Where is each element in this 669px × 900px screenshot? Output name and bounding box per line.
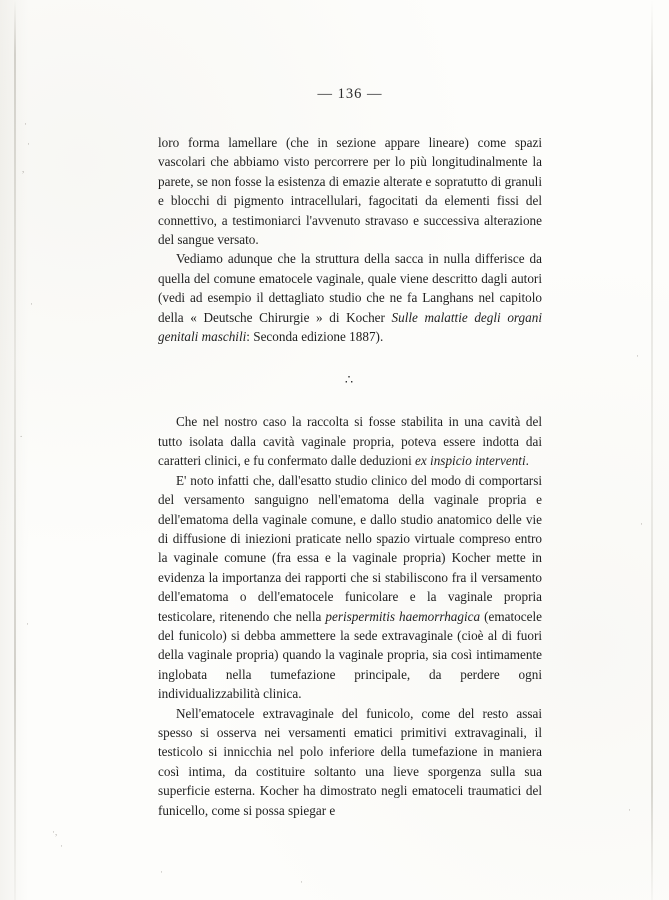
- paragraph-1: loro forma lamellare (che in sezione appare lineare) come spazi vascolari che abbiamo visto percorrere per lo più longitudinalmente la parete, se non fosse la esistenza di emazie alterate e sopratutto di granuli e blocchi di pigmento intracellulari, fagocitati da elementi fissi del connettivo, a testimoniarci l'avvenuto stravaso e successiva alterazione del sangue versato.: [158, 135, 542, 248]
- page-left-edge-mark: [14, 0, 16, 900]
- scan-speck: ·: [160, 867, 163, 877]
- paragraph-3-part-a: Che nel nostro caso la raccolta si fosse stabilita in una cavità del tutto isolata dalla cavità vaginale propria, poteva essere indotta dai caratteri clinici, e fu confermato dalle deduzioni: [158, 414, 542, 469]
- page-number: — 136 —: [317, 86, 383, 102]
- latin-phrase-italic: ex inspicio interventi: [415, 453, 526, 469]
- book-title-italic: Sulle malattie degli organi genitali maschili: [158, 309, 542, 345]
- scan-speck: ·: [24, 119, 27, 129]
- page-text-column: [158, 86, 542, 820]
- scan-speck: .: [20, 429, 23, 439]
- paragraph-3: [158, 412, 542, 470]
- paragraph-5: Nell'ematocele extravaginale del funicolo, come del resto assai spesso si osserva nei versamenti ematici primitivi extravaginali, il testicolo si innicchia nel polo inferiore della tumefazione in maniera così intima, da costituire soltanto una lieve sporgenza sulla sua superficie esterna. Kocher ha dimostrato negli ematoceli traumatici del funicello, come si possa spiegar e: [158, 705, 542, 818]
- scan-speck: ·: [26, 619, 29, 629]
- scan-speck: ·: [636, 351, 639, 361]
- scan-speck: ·: [300, 877, 303, 887]
- scan-speck: ,: [22, 164, 25, 174]
- page-right-edge-mark: [651, 0, 653, 900]
- paragraph-4: [158, 471, 542, 704]
- paragraph-4-part-b: (ematocele del funicolo) si debba ammettere la sede extravaginale (cioè al di fuori della vaginale propria) quando la vaginale propria, sia così intimamente inglobata nella tumefazione principale, da perdere ogni individualizzabilità clinica.: [158, 608, 543, 702]
- paragraph-3-part-b: .: [525, 453, 529, 469]
- section-ornament: ∴: [344, 372, 356, 388]
- scan-speck: ·: [60, 841, 63, 851]
- scan-speck: ·: [27, 139, 30, 149]
- paragraph-2-part-a: Vediamo adunque che la struttura della sacca in nulla differisce da quella del comune ematocele vaginale, quale viene descritto dagli autori (vedi ad esempio il dettagliato studio che ne fa Langhans nel capitolo della « Deutsche Chirurgie » di Kocher: [158, 251, 542, 325]
- paragraph-4-part-a: E' noto infatti che, dall'esatto studio clinico del modo di comportarsi del versamento sanguigno nell'ematoma della vaginale propria e dell'ematoma della vaginale comune, e dallo studio anatomico delle vie di diffusione di iniezioni praticate nello spazio virtuale compreso entro la vaginale comune (fra essa e la vaginale propria) Kocher mette in evidenza la importanza dei rapporti che si stabiliscono fra il versamento dell'ematoma o dell'ematocele funicolare e la vaginale propria testicolare, ritenendo che nella: [158, 472, 542, 624]
- paragraph-2: [158, 249, 542, 346]
- term-italic: perispermitis haemorrhagica: [325, 608, 481, 624]
- paragraph-2-part-b: : Seconda edizione 1887).: [246, 329, 384, 345]
- scan-speck: ·: [30, 299, 33, 309]
- scan-speck: ·: [640, 519, 643, 529]
- scan-speck: ·,: [52, 827, 58, 837]
- scan-speck: ·: [628, 805, 631, 815]
